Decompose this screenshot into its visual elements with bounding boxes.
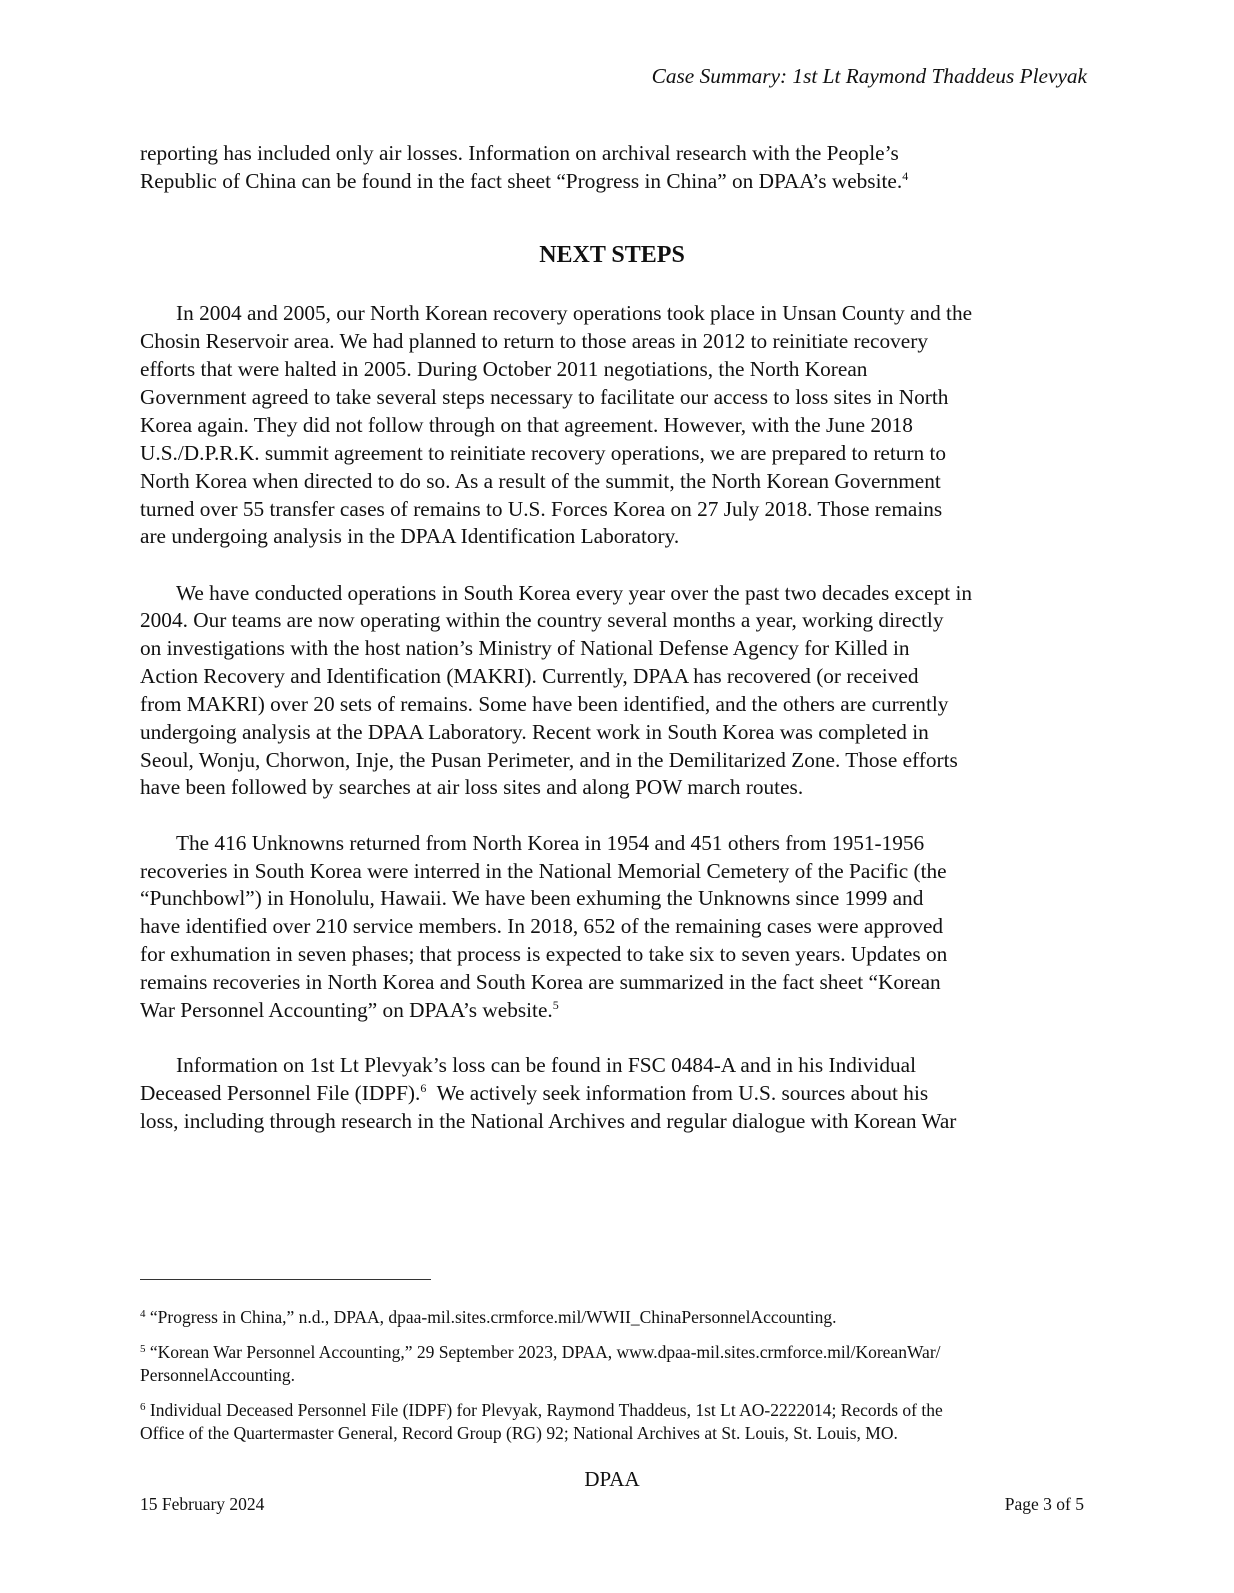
text-line: 2004. Our teams are now operating within the country several months a year, working directly [140, 608, 944, 632]
text-line: are undergoing analysis in the DPAA Identification Laboratory. [140, 524, 680, 548]
footnote-divider [140, 1279, 431, 1280]
footnote-text: Individual Deceased Personnel File (IDPF) for Plevyak, Raymond Thaddeus, 1st Lt AO-2222014; Records of the [149, 1400, 943, 1420]
text-line: Action Recovery and Identification (MAKRI). Currently, DPAA has recovered (or received [140, 664, 919, 688]
text-line: remains recoveries in North Korea and South Korea are summarized in the fact sheet “Korean [140, 970, 941, 994]
text-line: turned over 55 transfer cases of remains to U.S. Forces Korea on 27 July 2018. Those remains [140, 497, 943, 521]
footnote-number: 5 [140, 1343, 146, 1355]
text-line: Seoul, Wonju, Chorwon, Inje, the Pusan Perimeter, and in the Demilitarized Zone. Those efforts [140, 748, 958, 772]
text-line: We have conducted operations in South Korea every year over the past two decades except in [176, 581, 973, 605]
text-line: Information on 1st Lt Plevyak’s loss can be found in FSC 0484-A and in his Individual [176, 1053, 917, 1077]
text-line: efforts that were halted in 2005. During October 2011 negotiations, the North Korean [140, 357, 868, 381]
text-span: We actively seek information from U.S. sources about his [426, 1081, 929, 1105]
text-line: from MAKRI) over 20 sets of remains. Some have been identified, and the others are currently [140, 692, 949, 716]
footer-page-number: Page 3 of 5 [1004, 1494, 1084, 1514]
footnote-ref[interactable]: 5 [552, 998, 559, 1012]
page-header: Case Summary: 1st Lt Raymond Thaddeus Plevyak [651, 64, 1087, 88]
text-line: Korea again. They did not follow through on that agreement. However, with the June 2018 [140, 413, 913, 437]
text-line: North Korea when directed to do so. As a result of the summit, the North Korean Government [140, 469, 941, 493]
text-line: Chosin Reservoir area. We had planned to return to those areas in 2012 to reinitiate recovery [140, 329, 928, 353]
footer-date: 15 February 2024 [140, 1494, 265, 1514]
text-line: Government agreed to take several steps necessary to facilitate our access to loss sites in North [140, 385, 949, 409]
footnote-number: 4 [140, 1308, 146, 1320]
text-line: The 416 Unknowns returned from North Korea in 1954 and 451 others from 1951-1956 [176, 831, 925, 855]
footnote-text: “Progress in China,” n.d., DPAA, dpaa-mil.sites.crmforce.mil/WWII_ChinaPersonnelAccounting. [149, 1307, 837, 1327]
text-line: have been followed by searches at air loss sites and along POW march routes. [140, 775, 804, 799]
text-line [140, 996, 559, 1024]
text-line: for exhumation in seven phases; that process is expected to take six to seven years. Updates on [140, 942, 948, 966]
footnote-text: Office of the Quartermaster General, Record Group (RG) 92; National Archives at St. Louis, St. Louis, MO. [140, 1423, 898, 1443]
footnote-ref[interactable]: 6 [420, 1081, 427, 1095]
text-span: War Personnel Accounting” on DPAA’s website. [140, 998, 553, 1022]
text-span: Deceased Personnel File (IDPF). [140, 1081, 421, 1105]
text-line: U.S./D.P.R.K. summit agreement to reinitiate recovery operations, we are prepared to return to [140, 441, 947, 465]
text-line: loss, including through research in the National Archives and regular dialogue with Korean War [140, 1109, 957, 1133]
footnote-4 [140, 1306, 836, 1329]
footnote-5 [140, 1341, 941, 1364]
footnote-text: “Korean War Personnel Accounting,” 29 September 2023, DPAA, www.dpaa-mil.sites.crmforce.mil/KoreanWar/ [149, 1342, 941, 1362]
footer-org: DPAA [584, 1467, 640, 1491]
text-line: undergoing analysis at the DPAA Laboratory. Recent work in South Korea was completed in [140, 720, 929, 744]
footnote-6 [140, 1399, 943, 1422]
text-line: In 2004 and 2005, our North Korean recovery operations took place in Unsan County and the [176, 301, 973, 325]
text-line: “Punchbowl”) in Honolulu, Hawaii. We have been exhuming the Unknowns since 1999 and [140, 886, 924, 910]
text-line [140, 167, 908, 195]
footnote-number: 6 [140, 1401, 146, 1413]
text-line: have identified over 210 service members. In 2018, 652 of the remaining cases were approved [140, 914, 944, 938]
text-span: Republic of China can be found in the fact sheet “Progress in China” on DPAA’s website. [140, 169, 903, 193]
footnote-ref[interactable]: 4 [902, 169, 909, 183]
text-line: recoveries in South Korea were interred in the National Memorial Cemetery of the Pacific (the [140, 859, 947, 883]
section-heading: NEXT STEPS [539, 242, 685, 268]
footnote-text: PersonnelAccounting. [140, 1365, 296, 1385]
text-line: on investigations with the host nation’s Ministry of National Defense Agency for Killed in [140, 636, 910, 660]
text-line: reporting has included only air losses. Information on archival research with the People’s [140, 141, 899, 165]
text-line [140, 1079, 928, 1107]
